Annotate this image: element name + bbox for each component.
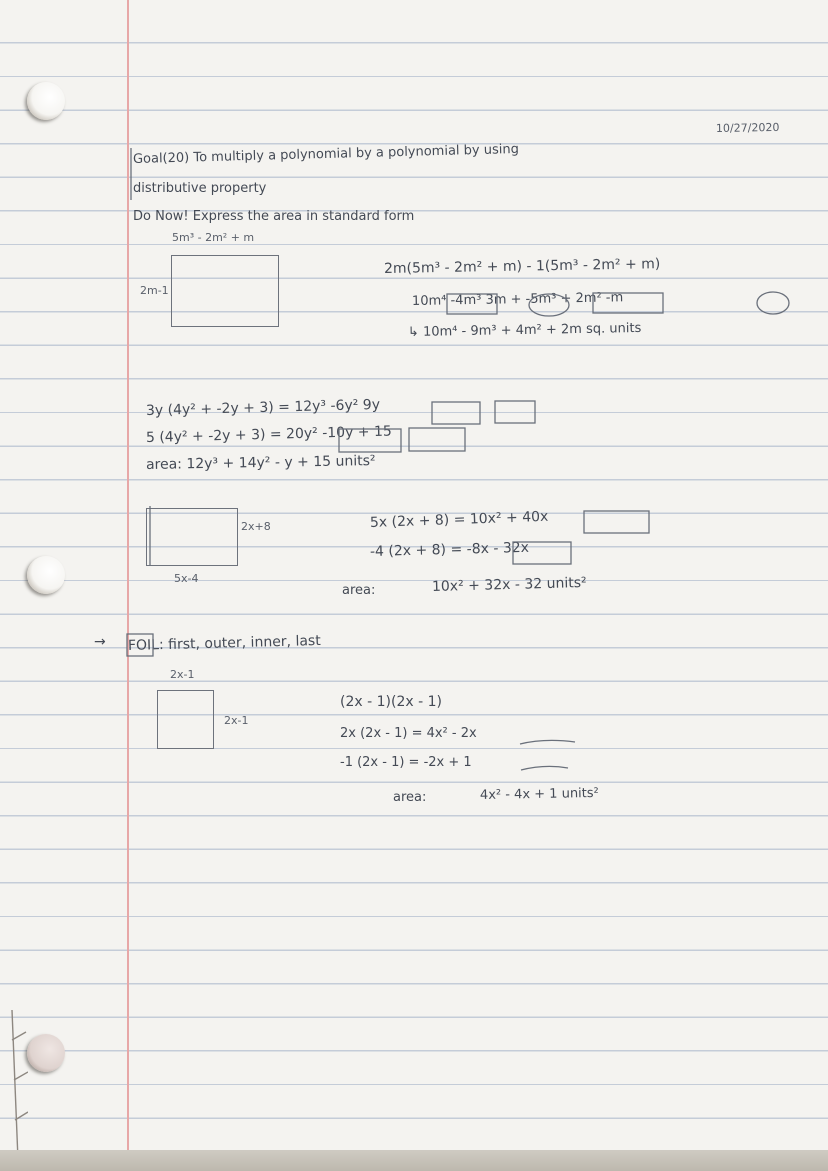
problem2-line-1: 3y (4y² + -2y + 3) = 12y³ -6y² 9y [145,396,381,419]
do-now: Do Now! Express the area in standard form [133,209,415,224]
date: 10/27/2020 [715,120,780,135]
problem1-line-1: 2m(5m³ - 2m² + m) - 1(5m³ - 2m² + m) [383,256,661,277]
punch-hole-top [27,82,65,120]
foil-heading: FOIL: first, outer, inner, last [127,632,321,654]
spiral-wire [10,1010,28,1158]
foil-curve-2x [520,740,575,744]
foil-line-2: 2x (2x - 1) = 4x² - 2x [340,726,477,741]
foil-arrow: → [94,634,106,650]
margin-line [127,0,129,1158]
problem1-rectangle [171,255,279,327]
punch-hole-bottom [27,1034,65,1072]
problem3-area-word: area: [342,583,376,598]
problem3-bottom-label: 5x-4 [174,572,199,585]
foil-area-word: area: [393,790,427,805]
box-neg6y2 [432,402,480,424]
foil-line-1: (2x - 1)(2x - 1) [340,694,442,710]
foil-side-label: 2x-1 [224,714,249,727]
problem3-area-value: 10x² + 32x - 32 units² [431,574,587,595]
problem1-line-2: 10m⁴ -4m³ 3m + -5m³ + 2m² -m [411,290,624,309]
problem1-line-3: ↳ 10m⁴ - 9m³ + 4m² + 2m sq. units [407,320,642,340]
punch-hole-middle [27,556,65,594]
foil-rectangle [157,690,214,749]
problem3-side-label: 2x+8 [241,520,271,533]
box-40x [584,511,649,533]
goal-line-1: Goal(20) To multiply a polynomial by a polynomial by using [132,141,520,167]
goal-line-2: distributive property [133,181,267,196]
foil-top-label: 2x-1 [170,668,195,681]
problem1-top-label: 5m³ - 2m² + m [172,231,255,244]
problem1-side-label: 2m-1 [140,284,169,297]
box-neg10y [409,428,465,451]
page-edge-shadow [0,1150,828,1171]
foil-line-3: -1 (2x - 1) = -2x + 1 [340,755,472,770]
foil-area-value: 4x² - 4x + 1 units² [479,785,599,803]
problem2-area: area: 12y³ + 14y² - y + 15 units² [145,452,376,473]
problem2-line-2: 5 (4y² + -2y + 3) = 20y² -10y + 15 [145,423,393,446]
foil-curve-neg2x [521,766,568,770]
problem3-line-1: 5x (2x + 8) = 10x² + 40x [369,508,549,531]
problem3-rectangle [146,508,238,566]
problem3-line-2: -4 (2x + 8) = -8x - 32x [369,539,530,560]
box-9y [495,401,535,423]
circle-neg-m [757,292,789,314]
